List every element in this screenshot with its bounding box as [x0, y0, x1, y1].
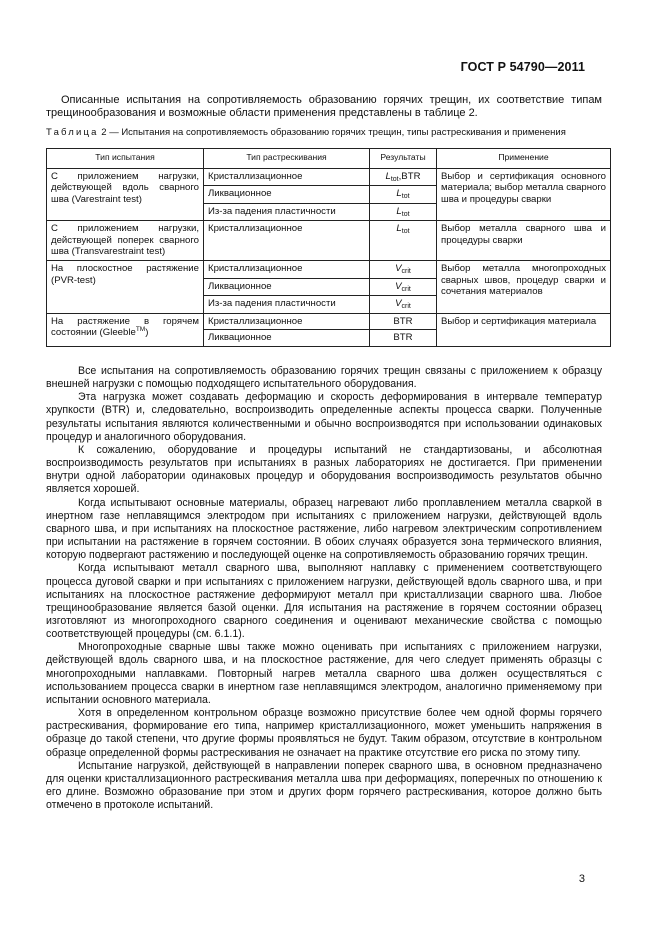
crack-type-cell: Кристаллизационное [204, 261, 370, 279]
test-type-cell: На растяжение в горячем состоянии (Gleeble™) [47, 313, 204, 346]
crack-type-cell: Ликвационное [204, 186, 370, 204]
application-cell: Выбор и сертификация материала [437, 313, 611, 346]
body-paragraph: К сожалению, оборудование и процедуры испытаний не стандартизованы, и абсолютная воспроизводимость результатов при испытаниях в разных лабораториях не достигается. При применении внутри одной лаборатории одинаковых процедур и оборудования воспроизводимость результатов обычно является хорошей. [46, 443, 602, 496]
table-caption-label: Таблица [46, 127, 99, 138]
result-cell: $V_{crit}$ [370, 261, 437, 279]
table-row [47, 313, 611, 330]
intro-paragraph: Описанные испытания на сопротивляемость образованию горячих трещин, их соответствие типам трещинообразования и возможные области применения представлены в таблице 2. [46, 94, 602, 120]
document-number: ГОСТ Р 54790—2011 [460, 60, 585, 74]
application-cell: Выбор металла сварного шва и процедуры сварки [437, 221, 611, 261]
body-paragraph: Многопроходные сварные швы также можно оценивать при испытаниях с приложением нагрузки, действующей вдоль сварного шва, и на плоскостное растяжение, для чего следует применять образцы с многопроходными наплавками. Повторный нагрев металла сварного шва должен осуществляться с использованием процесса сварки в инертном газе неплавящимся электродом, аналогично применяемому при испытании основного материала. [46, 641, 602, 706]
application-cell: Выбор и сертификация основного материала; выбор металла сварного шва и процедуры сварки [437, 168, 611, 221]
crack-type-cell: Из-за падения пластичности [204, 203, 370, 221]
body-paragraph: Испытание нагрузкой, действующей в направлении поперек сварного шва, в основном предназначено для оценки кристаллизационного растрескивания металла шва при деформациях, поперечных по отношению к его длине. Возможно образование при этом и других форм горячего растрескивания, которое должно быть отмечено в протоколе испытаний. [46, 759, 602, 812]
body-paragraph: Все испытания на сопротивляемость образованию горячих трещин связаны с приложением к образцу внешней нагрузки с помощью подходящего испытательного оборудования. [46, 365, 602, 391]
body-paragraph: Хотя в определенном контрольном образце возможно присутствие более чем одной формы горячего растрескивания, формирование его типа, например кристаллизационного, может уменьшить напряжения в образце до такой степени, что другие формы проявляться не будут. Таким образом, отсутствие в контрольном образце определенной формы растрескивания не означает на практике отсутствие его риска по этому типу. [46, 707, 602, 759]
crack-type-cell: Кристаллизационное [204, 221, 370, 261]
crack-type-cell: Из-за падения пластичности [204, 296, 370, 314]
crack-type-cell: Ликвационное [204, 278, 370, 296]
result-cell: BTR [370, 313, 437, 330]
result-cell: $L_{tot}$ [370, 203, 437, 221]
table-header-row [47, 149, 611, 169]
header-application: Применение [437, 149, 611, 169]
test-type-cell: С приложением нагрузки, действующей вдоль сварного шва (Varestraint test) [47, 168, 204, 221]
result-cell: $L_{tot}$ [370, 221, 437, 261]
test-type-cell: На плоскостное растяжение (PVR-test) [47, 261, 204, 314]
result-cell: $V_{crit}$ [370, 296, 437, 314]
hot-cracking-tests-table [46, 148, 611, 347]
header-crack-type: Тип растрескивания [204, 149, 370, 169]
table-caption [46, 127, 616, 139]
body-paragraph: Эта нагрузка может создавать деформацию и скорость деформирования в интервале температур хрупкости (BTR) и, следовательно, воспроизводить определенные аспекты процесса сварки. Полученные результаты испытания являются количественными и обычно воспроизводятся при использовании одинаковых процедур и аналогичного оборудования. [46, 391, 602, 443]
page-number: 3 [578, 873, 585, 885]
body-paragraph: Когда испытывают основные материалы, образец нагревают либо проплавлением металла сваркой в инертном газе неплавящимся электродом при испытаниях с приложением нагрузки, действующей вдоль сварного шва, и при испытаниях на плоскостное растяжение, либо нагревом электрическим сопротивлением при испытании на растяжение в горячем состоянии. В обоих случаях образуется зона термического влияния, которую подвергают растяжению и последующей оценке на сопротивляемость образованию горячих трещин. [46, 496, 602, 562]
crack-type-cell: Кристаллизационное [204, 168, 370, 186]
result-cell: $V_{crit}$ [370, 278, 437, 296]
table-caption-text: 2 — Испытания на сопротивляемость образованию горячих трещин, типы растрескивания и применения [98, 127, 566, 138]
body-paragraph: Когда испытывают металл сварного шва, выполняют наплавку с применением соответствующего процесса дуговой сварки и при испытаниях с приложением нагрузки, действующей вдоль сварного шва, и при испытаниях на плоскостное растяжение деформируют металл при кристаллизации сварного шва. Любое трещинообразование является базой оценки. Для испытания на растяжение в горячем состоянии образец изготовляют из многопроходного сварного соединения и оценивают механические свойства с помощью соответствующей процедуры (см. 6.1.1). [46, 562, 602, 641]
table-row [47, 168, 611, 186]
result-cell: $L_{tot}$ [370, 186, 437, 204]
table-row [47, 261, 611, 279]
header-results: Результаты [370, 149, 437, 169]
header-test-type: Тип испытания [47, 149, 204, 169]
table-row [47, 221, 611, 261]
application-cell: Выбор металла многопроходных сварных швов, процедур сварки и сочетания материалов [437, 261, 611, 314]
crack-type-cell: Ликвационное [204, 330, 370, 347]
crack-type-cell: Кристаллизационное [204, 313, 370, 330]
body-text [46, 365, 602, 812]
test-type-cell: С приложением нагрузки, действующей поперек сварного шва (Transvarestraint test) [47, 221, 204, 261]
result-cell: $L_{tot},BTR$ [370, 168, 437, 186]
result-cell: BTR [370, 330, 437, 347]
